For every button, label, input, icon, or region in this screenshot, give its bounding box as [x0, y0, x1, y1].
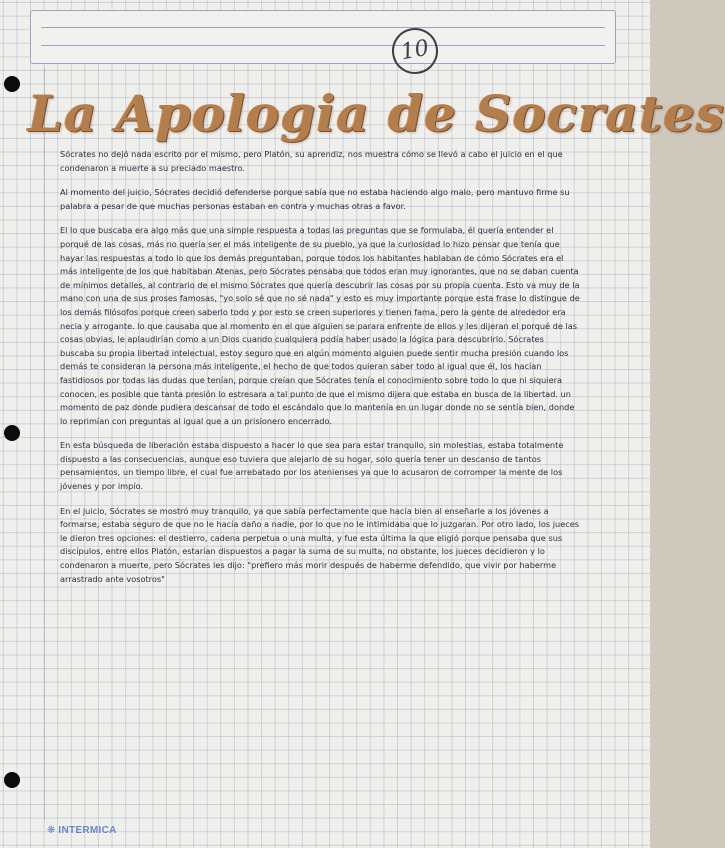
paragraph: Sócrates no dejó nada escrito por el mismo, pero Platón, su aprendiz, nos muestra cómo se llevó a cabo el juicio en el que condenaron a muerte a su preciado maestro. — [60, 149, 563, 173]
paragraph: Al momento del juicio, Sócrates decidió defenderse porque sabía que no estaba haciendo algo malo, pero mantuvo firme su palabra a pesar de que muchas personas estaban en contra y muchas otras a favor. — [60, 187, 570, 211]
header-box — [30, 10, 616, 64]
paragraph: En el juicio, Sócrates se mostró muy tranquilo, ya que sabía perfectamente que hacía bien al enseñarle a los jóvenes a formarse, estaba seguro de que no le hacía daño a nadie, por lo que no le intimidaba que lo juzgaran. Por otro lado, los jueces le dieron tres opciones: el destierro, cadena perpetua o una multa, y fue esta última la que eligió porque pensaba que sus discípulos, entre ellos Platón, estarían dispuestos a pagar la suma de su multa, no obstante, los jueces decidieron y lo condenaron a muerte, pero Sócrates les dijo: "prefiero más morir después de haberme defendido, que vivir por haberme arrastrado ante vosotros" — [60, 505, 580, 584]
page-title: La Apologia de Socrates — [28, 84, 725, 143]
paragraph: El lo que buscaba era algo más que una simple respuesta a todas las preguntas que se formulaba, él quería entender el porqué de las cosas, más no quería ser el más inteligente de su pueblo, ya que la curiosidad lo hizo pensar que tenía que hayar las respuestas a todo lo que los demás preguntaban, porque todos los habitantes hablaban de cómo Sócrates era el más inteligente de los que habitaban Atenas, pero Sócrates pensaba que todos eran muy ignorantes, que no se daban cuenta de mínimos detalles, al contrario de el mismo Sócrates que quería descubrir las cosas por su propia cuenta. Esto va muy de la mano con una de sus proses famosas, "yo solo sé que no sé nada" y esto es muy importante porque esta frase lo distingue de los demás filósofos porque creen saberlo todo y por esto se creen superiores y tienen fama, pero la gente de alrededor era necia y arrogante. lo que causaba que al momento en el que alguien se parara enfrente de ellos y les dijeran el porqué de las cosas obvias, le aplaudirían como a un Dios cuando cualquiera podía haber usado la lógica para descubrirlo. Sócrates buscaba su propia libertad intelectual, estoy seguro que en algún momento alguien puede sentir mucha presión cuando los demás te consideran la persona más inteligente, el hecho de que todos quieran saber todo al igual que él, los hacían fastidiosos por todas las dudas que tenían, porque creían que Sócrates tenía el conocimiento sobre todo lo que ni siquiera conocen, es posible que tanta presión lo estresara a tal punto de que el mismo dijera que estaba en busca de la libertad. un momento de paz donde pudiera descansar de todo el escándalo que lo mantenía en un lugar donde no se sentía bien, donde lo reprimían con preguntas al igual que a un prisionero encerrado. — [60, 225, 580, 426]
grade-mark: 10 — [388, 24, 441, 77]
essay-body — [60, 148, 580, 820]
binder-hole — [4, 772, 20, 788]
header-rule — [41, 45, 605, 46]
brand-icon: ❋ — [47, 825, 56, 836]
binder-hole — [4, 425, 20, 441]
paragraph: En esta búsqueda de liberación estaba dispuesto a hacer lo que sea para estar tranquilo, sin molestias, estaba totalmente dispuesto a las consecuencias, aunque eso tuviera que alejarlo de su hogar, solo quería tener un descanso de tantos pensamientos, un tiempo libre, el cual fue arrebatado por los atenienses ya que lo acusaron de corromper la mente de los jóvenes y por impío. — [60, 440, 564, 492]
margin-line — [44, 68, 45, 820]
header-rule — [41, 27, 605, 28]
brand-name: INTERMICA — [58, 825, 117, 836]
brand-logo — [47, 823, 117, 839]
binder-hole — [4, 76, 20, 92]
